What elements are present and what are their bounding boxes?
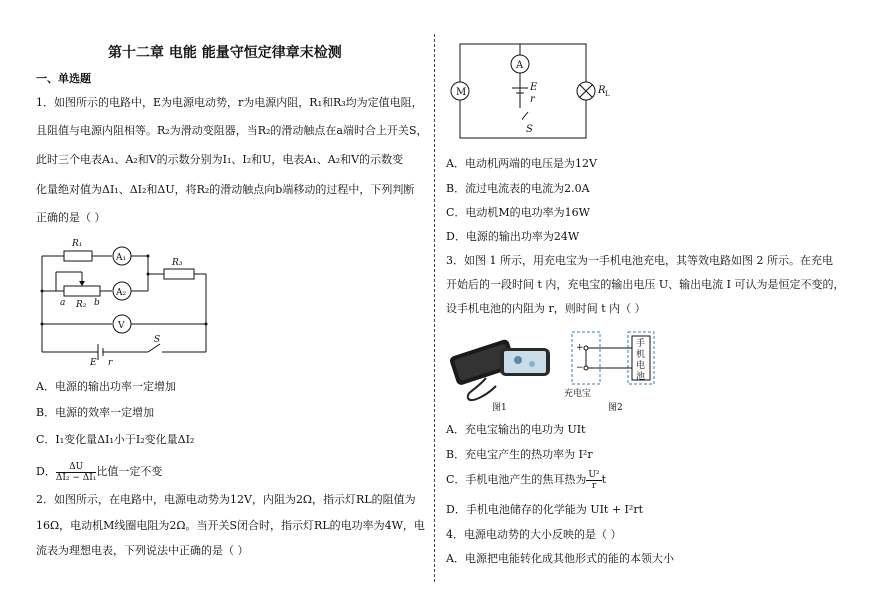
battery-char-3: 电 bbox=[636, 361, 646, 371]
q2-option-b[interactable]: B．流过电流表的电流为2.0A bbox=[446, 182, 590, 195]
fraction-denominator: ΔI₂ − ΔI₁ bbox=[55, 472, 97, 483]
label-a1: A₁ bbox=[116, 253, 127, 263]
q1-option-a[interactable]: A．电源的输出功率一定增加 bbox=[36, 380, 176, 393]
label-m: M bbox=[456, 87, 467, 98]
q1-circuit-diagram bbox=[36, 234, 216, 366]
q3-option-c-fraction bbox=[586, 470, 601, 491]
q1-line-2: 且阻值与电源内阻相等。R₂为滑动变阻器，当R₂的滑动触点在a端时合上开关S， bbox=[36, 124, 428, 137]
q2-line-3: 流表为理想电表，下列说法中正确的是（ ） bbox=[36, 544, 249, 557]
label-r: r bbox=[530, 94, 535, 105]
q3-figure-2-circuit bbox=[566, 326, 676, 414]
q3-line-1: 3．如图 1 所示，用充电宝为一手机电池充电，其等效电路如图 2 所示。在充电 bbox=[446, 254, 833, 267]
label-v: V bbox=[118, 321, 125, 331]
q1-line-4: 化量绝对值为ΔI₁、ΔI₂和ΔU，将R₂的滑动触点向b端移动的过程中，下列判断 bbox=[36, 183, 415, 196]
q1-option-d[interactable] bbox=[36, 458, 162, 486]
page-title: 第十二章 电能 能量守恒定律章末检测 bbox=[108, 45, 342, 61]
q3-option-c-suffix: t bbox=[601, 473, 607, 486]
label-s: S bbox=[154, 335, 161, 345]
q2-circuit-diagram bbox=[446, 38, 610, 142]
label-rl: R bbox=[598, 85, 606, 96]
battery-char-2: 机 bbox=[636, 350, 646, 360]
column-divider bbox=[434, 34, 435, 582]
label-rl-sub: L bbox=[605, 90, 610, 98]
q3-option-c[interactable] bbox=[446, 466, 606, 494]
minus-terminal: − bbox=[576, 363, 584, 373]
q3-option-d[interactable]: D．手机电池储存的化学能为 UIt + I²rt bbox=[446, 503, 643, 516]
fraction-denominator: r bbox=[591, 480, 597, 491]
q1-option-c[interactable]: C．I₁变化量ΔI₁小于I₂变化量ΔI₂ bbox=[36, 433, 195, 446]
r1-resistor bbox=[64, 251, 92, 261]
r3-resistor bbox=[164, 269, 194, 279]
label-r2: R₂ bbox=[76, 300, 87, 310]
q3-figure-1-photo bbox=[446, 326, 558, 414]
label-s: S bbox=[526, 124, 533, 135]
charger-label: 充电宝 bbox=[564, 389, 592, 399]
label-a: A bbox=[516, 60, 524, 71]
label-b: b bbox=[94, 298, 100, 308]
q2-option-a[interactable]: A．电动机两端的电压是为12V bbox=[446, 157, 597, 170]
plus-terminal: + bbox=[576, 343, 584, 353]
label-r1: R₁ bbox=[72, 239, 83, 249]
section-heading: 一、单选题 bbox=[36, 72, 91, 85]
label-e: E bbox=[90, 358, 97, 368]
q3-line-2: 开始后的一段时间 t 内，充电宝的输出电压 U、输出电流 I 可认为是恒定不变的， bbox=[446, 278, 845, 291]
q1-option-b[interactable]: B．电源的效率一定增加 bbox=[36, 406, 155, 419]
fraction-numerator: ΔU bbox=[56, 462, 97, 473]
q2-option-c[interactable]: C．电动机M的电功率为16W bbox=[446, 206, 590, 219]
battery-char-1: 手 bbox=[636, 339, 646, 349]
q1-option-d-fraction bbox=[56, 462, 97, 483]
fig2-label: 图2 bbox=[608, 403, 623, 413]
q1-option-d-prefix: D． bbox=[36, 465, 56, 478]
label-a2: A₂ bbox=[116, 288, 127, 298]
fig1-label: 图1 bbox=[492, 403, 507, 413]
q1-line-1: 1．如图所示的电路中，E为电源电动势，r为电源内阻，R₁和R₃均为定值电阻， bbox=[36, 96, 423, 109]
q3-option-b[interactable]: B．充电宝产生的热功率为 I²r bbox=[446, 448, 593, 461]
label-r3: R₃ bbox=[172, 258, 183, 268]
q2-line-2: 16Ω，电动机M线圈电阻为2Ω。当开关S闭合时，指示灯RL的电功率为4W，电 bbox=[36, 519, 425, 532]
q3-line-3: 设手机电池的内阻为 r，则时间 t 内（ ） bbox=[446, 302, 646, 315]
q4-option-a[interactable]: A．电源把电能转化成其他形式的能的本领大小 bbox=[446, 552, 674, 565]
r2-rheostat bbox=[64, 286, 100, 296]
q3-option-a[interactable]: A．充电宝输出的电功为 UIt bbox=[446, 423, 586, 436]
q3-option-c-prefix: C．手机电池产生的焦耳热为 bbox=[446, 473, 587, 486]
label-e: E bbox=[530, 82, 538, 93]
label-a: a bbox=[60, 298, 66, 308]
q1-line-5: 正确的是（ ） bbox=[36, 211, 106, 224]
battery-char-4: 池 bbox=[636, 372, 646, 382]
q1-line-3: 此时三个电表A₁、A₂和V的示数分别为I₁、I₂和U，电表A₁、A₂和V的示数变 bbox=[36, 153, 404, 166]
q4-line: 4．电源电动势的大小反映的是（ ） bbox=[446, 528, 622, 541]
switch-s bbox=[148, 344, 160, 352]
label-r: r bbox=[108, 358, 113, 368]
q2-line-1: 2．如图所示，在电路中，电源电动势为12V，内阻为2Ω，指示灯RL的阻值为 bbox=[36, 493, 416, 506]
q1-option-d-suffix: 比值一定不变 bbox=[96, 465, 163, 478]
fraction-numerator: U² bbox=[588, 469, 600, 480]
q2-option-d[interactable]: D．电源的输出功率为24W bbox=[446, 230, 580, 243]
